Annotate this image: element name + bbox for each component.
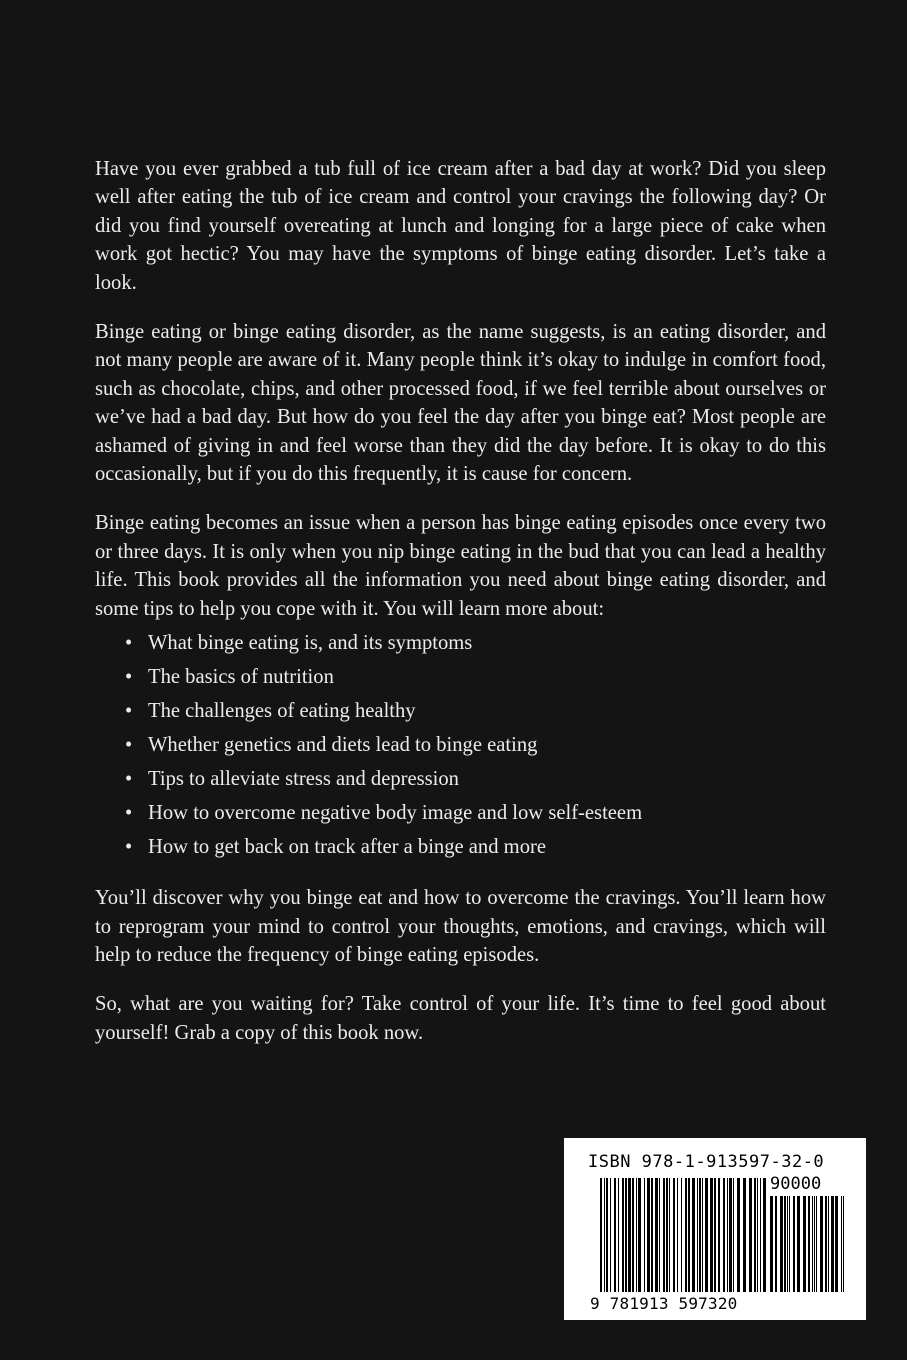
- barcode-bar: [606, 1178, 608, 1292]
- barcode-bar: [733, 1178, 734, 1292]
- barcode-bar: [618, 1178, 619, 1292]
- barcode-bar: [718, 1178, 720, 1292]
- bullet-icon: •: [125, 734, 133, 757]
- barcode-bar: [600, 1178, 602, 1292]
- paragraph-issue: Binge eating becomes an issue when a person has binge eating episodes once every two or three days. It is only when you nip binge eating in the bud that you can lead a healthy life. This book provides all the information you need about binge eating disorder, and some tips to help you cope with it. You will learn more about:: [95, 512, 826, 620]
- barcode-bar: [737, 1178, 740, 1292]
- barcode-bar: [710, 1178, 713, 1292]
- barcode-bar: [749, 1178, 752, 1292]
- barcode-bar: [812, 1196, 813, 1292]
- barcode-bar: [647, 1178, 650, 1292]
- blurb-text: [95, 155, 826, 1068]
- barcode-bar: [632, 1178, 634, 1292]
- barcode-bar: [714, 1178, 716, 1292]
- paragraph-discover: You’ll discover why you binge eat and how to overcome the cravings. You’ll learn how to reprogram your mind to control your thoughts, emotions, and cravings, which will help to reduce the frequency of binge eating episodes.: [95, 887, 826, 966]
- barcode-bar: [614, 1178, 616, 1292]
- barcode-bar: [604, 1178, 605, 1292]
- barcode-bar: [789, 1196, 790, 1292]
- barcode-bar: [638, 1178, 641, 1292]
- barcode-bar: [754, 1178, 756, 1292]
- bullet-icon: •: [125, 836, 133, 859]
- barcode-bar: [699, 1178, 701, 1292]
- isbn-number: ISBN 978-1-913597-32-0: [588, 1152, 825, 1172]
- list-item: • Tips to alleviate stress and depression: [95, 762, 826, 796]
- barcode-bar: [803, 1196, 806, 1292]
- barcode-bar: [784, 1196, 786, 1292]
- bullet-icon: •: [125, 700, 133, 723]
- barcode-bar: [681, 1178, 682, 1292]
- price-code: 90000: [770, 1174, 822, 1194]
- barcode-bar: [808, 1196, 810, 1292]
- barcode-bar: [673, 1178, 675, 1292]
- barcode-bar: [727, 1178, 728, 1292]
- barcode-bar: [622, 1178, 624, 1292]
- barcode-bar: [688, 1178, 690, 1292]
- list-item: • How to overcome negative body image and low self-esteem: [95, 796, 826, 830]
- barcode-bar: [692, 1178, 695, 1292]
- list-item: • How to get back on track after a binge and more: [95, 830, 826, 864]
- barcode-bar: [793, 1196, 795, 1292]
- barcode-bar: [644, 1178, 645, 1292]
- paragraph-call-to-action: So, what are you waiting for? Take control of your life. It’s time to feel good about yourself! Grab a copy of this book now.: [95, 993, 826, 1044]
- barcode-bar: [677, 1178, 678, 1292]
- list-item: • Whether genetics and diets lead to binge eating: [95, 728, 826, 762]
- bullet-icon: •: [125, 666, 133, 689]
- barcode-bar: [666, 1178, 668, 1292]
- barcode-bar: [770, 1196, 773, 1292]
- barcode-bar: [763, 1178, 766, 1292]
- barcode-bar: [723, 1178, 725, 1292]
- barcode-bar: [655, 1178, 658, 1292]
- barcode-bar: [814, 1196, 815, 1292]
- barcode-bar: [705, 1178, 708, 1292]
- barcode-bar: [729, 1178, 732, 1292]
- ean-digits: 9 781913 597320: [590, 1294, 738, 1313]
- barcode-bar: [780, 1196, 783, 1292]
- barcode-bar: [828, 1196, 829, 1292]
- bullet-icon: •: [125, 802, 133, 825]
- barcode-bar: [825, 1196, 827, 1292]
- barcode-bar: [775, 1196, 777, 1292]
- barcode-bar: [636, 1178, 637, 1292]
- bullet-icon: •: [125, 768, 133, 791]
- barcode-bar: [610, 1178, 611, 1292]
- barcode-bar: [820, 1196, 823, 1292]
- barcode-bar: [685, 1178, 687, 1292]
- barcode-bar: [831, 1196, 834, 1292]
- barcode-bar: [841, 1196, 842, 1292]
- barcode-bar: [697, 1178, 698, 1292]
- barcode-bar: [702, 1178, 703, 1292]
- list-item: • What binge eating is, and its symptoms: [95, 626, 826, 660]
- topics-list: [95, 626, 826, 864]
- barcode-bar: [787, 1196, 788, 1292]
- barcode-bar: [669, 1178, 670, 1292]
- barcode-bar: [663, 1178, 665, 1292]
- isbn-barcode: [564, 1138, 866, 1320]
- barcode-bar: [843, 1196, 844, 1292]
- paragraph-definition: Binge eating or binge eating disorder, as the name suggests, is an eating disorder, and not many people are aware of it. Many people think it’s okay to indulge in comfort food, such as chocolate, chips, and other processed food, if we feel terrible about ourselves or we’ve had a bad day. But how do you feel the day after you binge eat? Most people are ashamed of giving in and feel worse than they did the day before. It is okay to do this occasionally, but if you do this frequently, it is cause for concern.: [95, 321, 826, 486]
- list-item: • The basics of nutrition: [95, 660, 826, 694]
- barcode-bar: [625, 1178, 627, 1292]
- barcode-bar: [797, 1196, 800, 1292]
- barcode-bar: [816, 1196, 817, 1292]
- barcode-bar: [651, 1178, 653, 1292]
- barcode-bar: [760, 1178, 761, 1292]
- paragraph-intro: Have you ever grabbed a tub full of ice cream after a bad day at work? Did you sleep well after eating the tub of ice cream and control your cravings the following day? Or did you find yourself overeating at lunch and longing for a large piece of cake when work got hectic? You may have the symptoms of binge eating disorder. Let’s take a look.: [95, 158, 826, 294]
- barcode-bar: [835, 1196, 838, 1292]
- barcode-bar: [659, 1178, 660, 1292]
- list-item: • The challenges of eating healthy: [95, 694, 826, 728]
- bullet-icon: •: [125, 632, 133, 655]
- barcode-bar: [743, 1178, 746, 1292]
- barcode-bar: [757, 1178, 758, 1292]
- barcode-bar: [628, 1178, 631, 1292]
